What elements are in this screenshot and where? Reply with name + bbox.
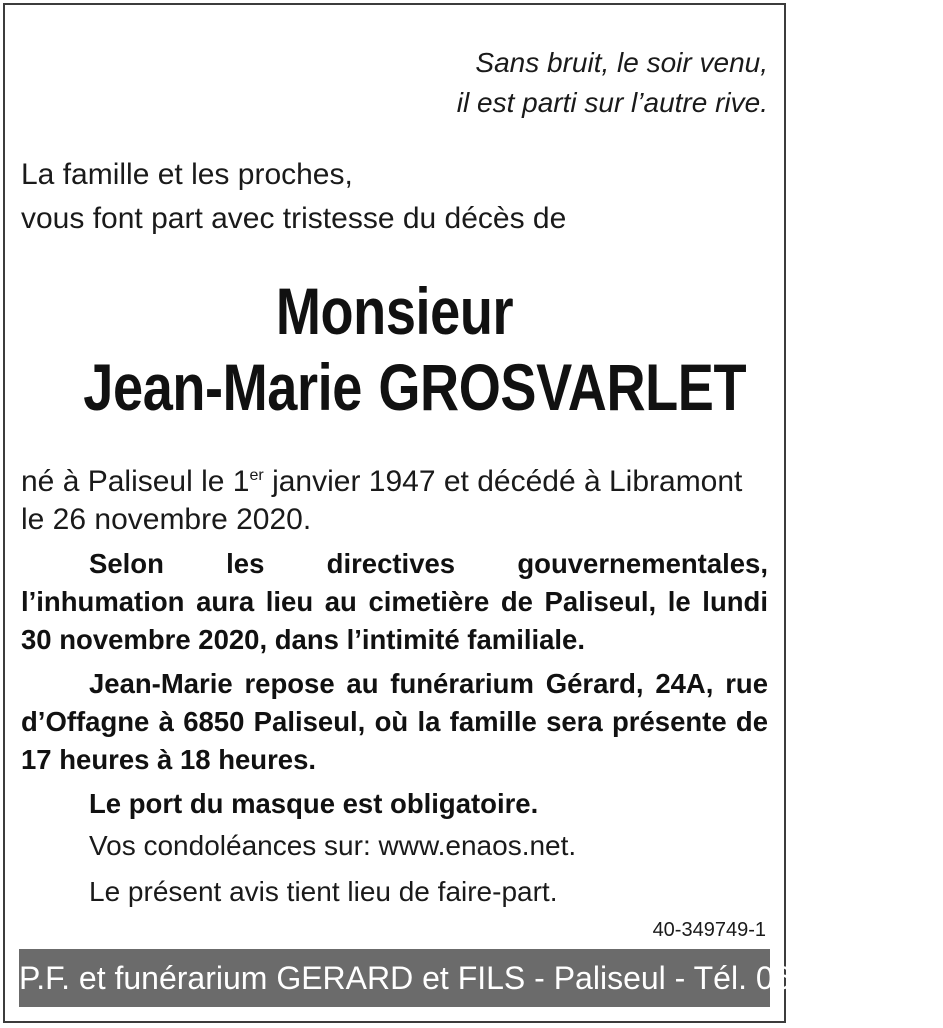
announcement-intro (21, 153, 566, 241)
epigraph-line-2: il est parti sur l’autre rive. (456, 87, 768, 118)
burial-paragraph: Selon les directives gouvernementales, l’inhumation aura lieu au cimetière de Paliseul, le lundi 30 novembre 2020, dans l’intimité familiale. (21, 548, 768, 655)
mask-paragraph: Le port du masque est obligatoire. (89, 788, 539, 819)
birth-death-info (21, 457, 742, 539)
birth-superscript: er (249, 467, 264, 484)
epigraph-line-1: Sans bruit, le soir venu, (475, 47, 768, 78)
visitation-paragraph: Jean-Marie repose au funérarium Gérard, 24A, rue d’Offagne à 6850 Paliseul, où la famille sera présente de 17 heures à 18 heures. (21, 668, 768, 775)
deceased-title: Monsieur (275, 274, 514, 348)
birth-death-line-1 (21, 457, 742, 501)
birth-death-line-2: le 26 novembre 2020. (21, 503, 312, 536)
birth-text-part-1: né à Paliseul le 1 (21, 465, 250, 498)
birth-text-part-2: janvier 1947 et décédé à Libramont (263, 465, 743, 498)
funeral-home-footer: P.F. et funérarium GERARD et FILS - Paliseul - Tél. 061 53 32 84 (19, 949, 770, 1007)
epigraph (457, 43, 768, 123)
reference-number: 40-349749-1 (652, 919, 766, 941)
intro-line-1: La famille et les proches, (21, 158, 353, 191)
deceased-first-name: Jean-Marie (83, 350, 362, 424)
notice-line: Le présent avis tient lieu de faire-part. (89, 876, 558, 907)
condolences-line: Vos condoléances sur: www.enaos.net. (89, 830, 577, 861)
deceased-full-name (75, 349, 747, 425)
deceased-name-block (75, 273, 747, 425)
deceased-last-name: GROSVARLET (378, 350, 747, 424)
obituary-notice (3, 3, 943, 1023)
intro-line-2: vous font part avec tristesse du décès de (21, 202, 567, 235)
